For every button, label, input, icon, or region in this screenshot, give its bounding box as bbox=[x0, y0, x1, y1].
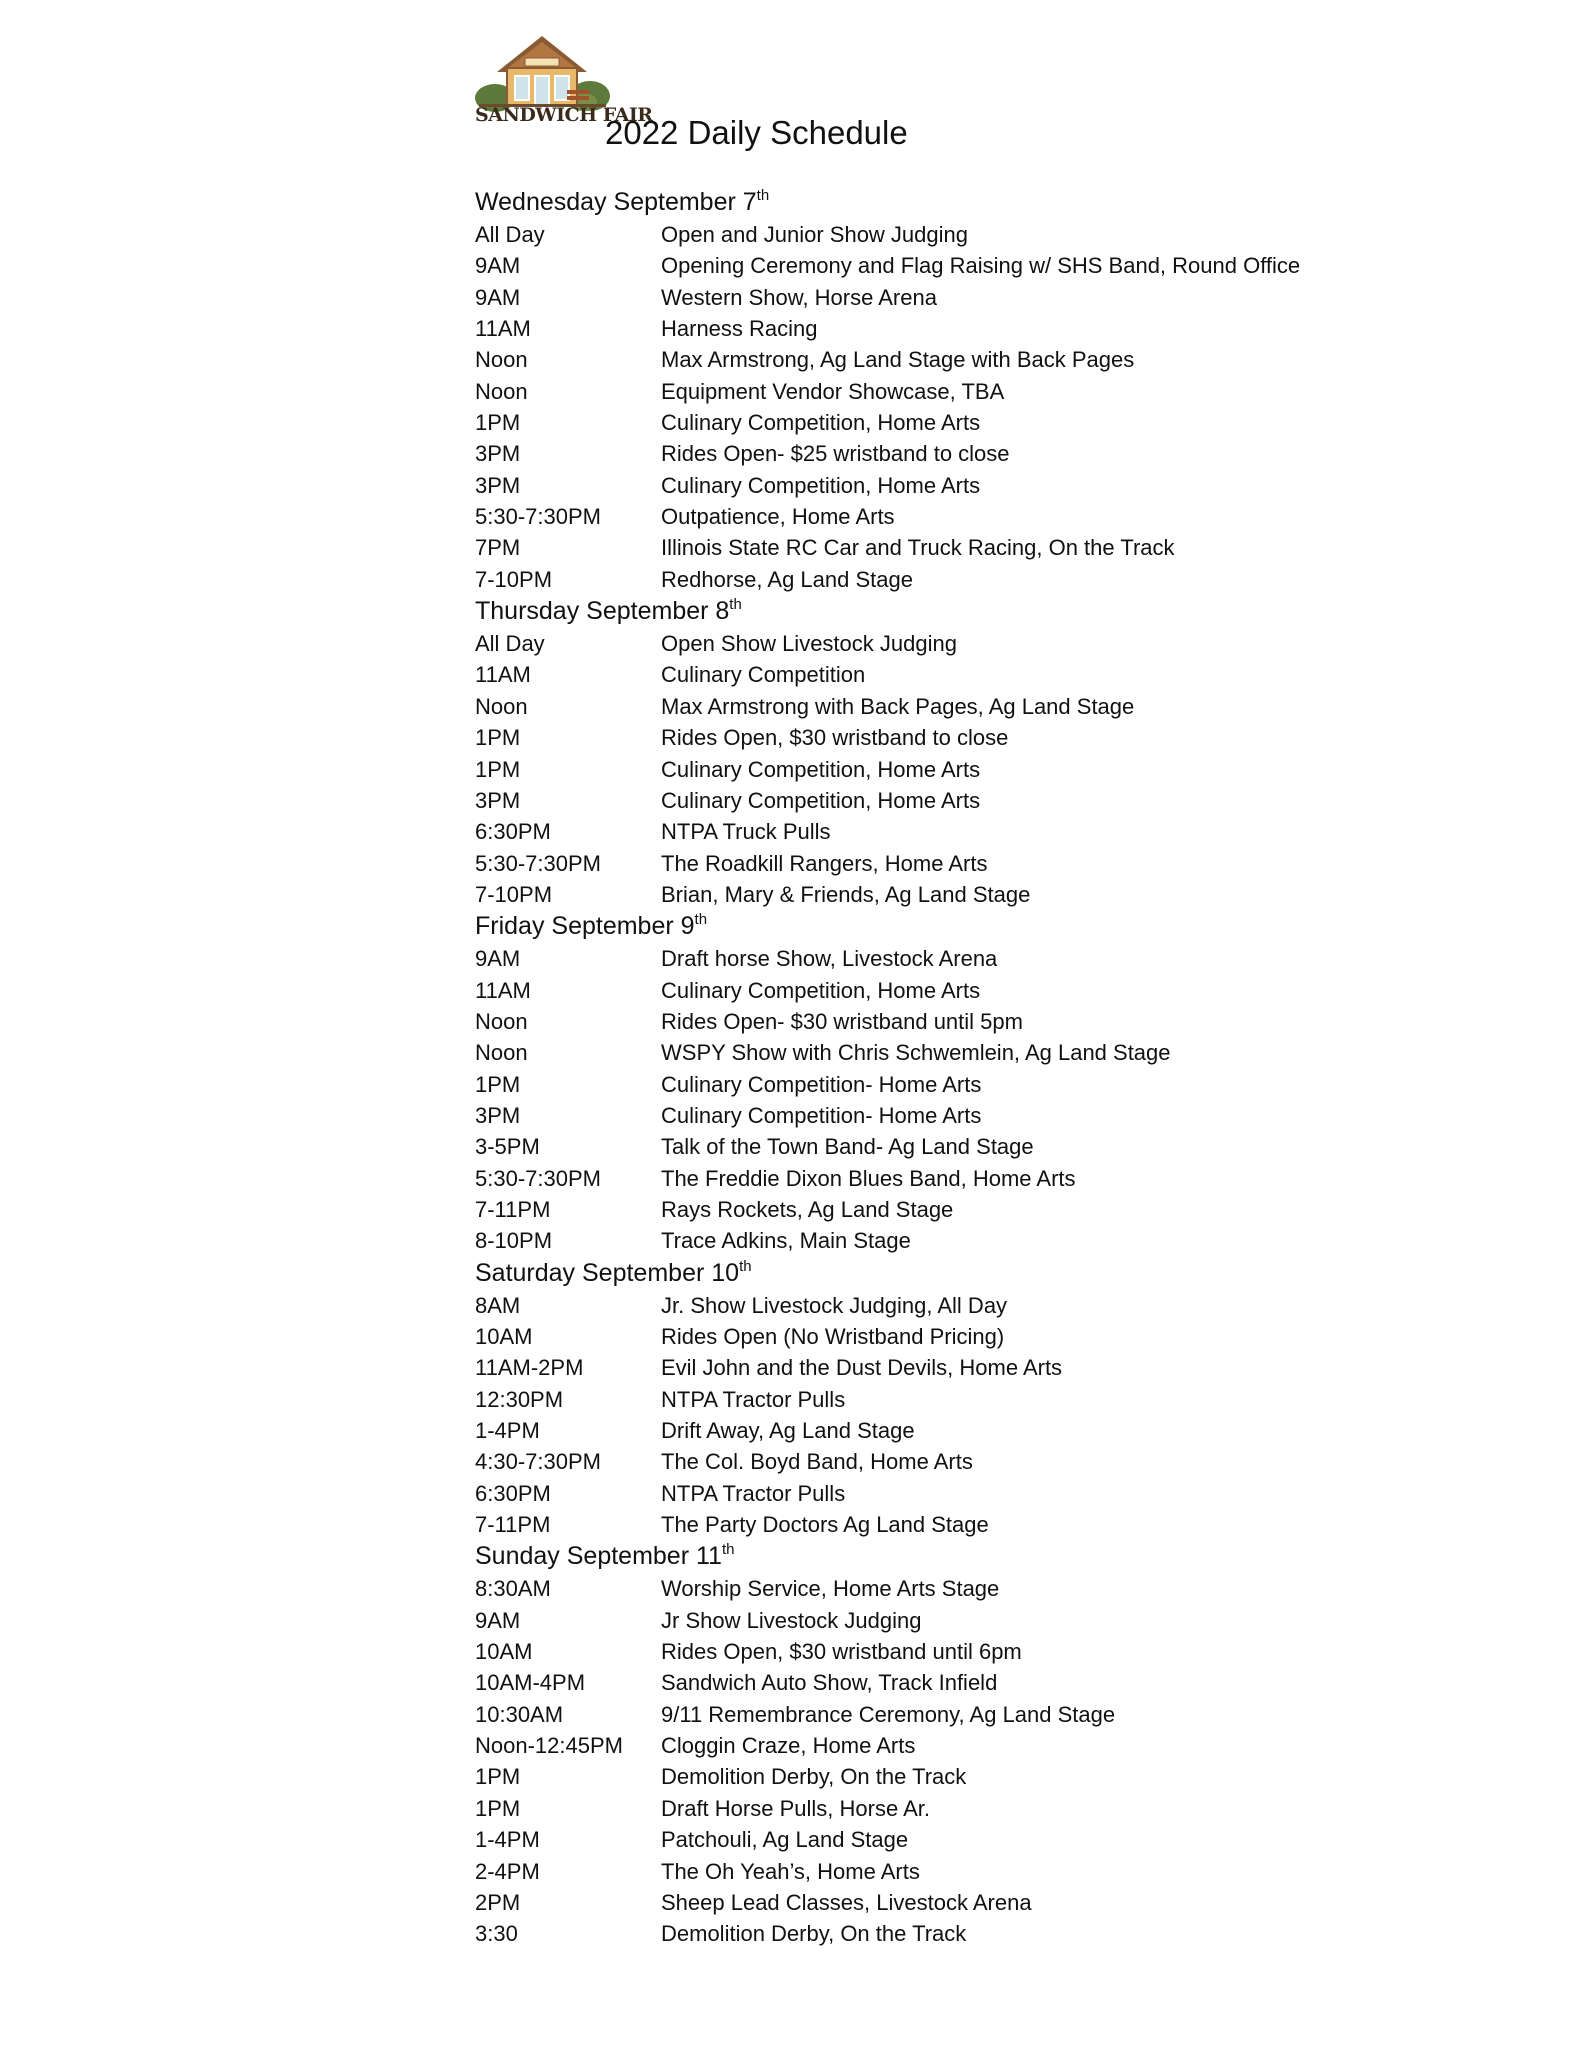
schedule-row bbox=[475, 722, 1475, 753]
event-description: Rides Open, $30 wristband until 6pm bbox=[661, 1639, 1022, 1665]
event-time: 7-11PM bbox=[475, 1512, 551, 1538]
schedule-row bbox=[475, 1824, 1475, 1855]
event-time: 10:30AM bbox=[475, 1701, 564, 1727]
event-time: Noon bbox=[475, 693, 528, 719]
event-description: Rides Open, $30 wristband to close bbox=[661, 725, 1009, 751]
event-time: 3PM bbox=[475, 472, 521, 498]
day-name: Sunday September 11 bbox=[475, 1542, 722, 1571]
schedule-row bbox=[475, 1605, 1475, 1636]
day-ordinal-suffix: th bbox=[729, 596, 742, 614]
schedule-row bbox=[475, 1699, 1475, 1730]
event-time: 1PM bbox=[475, 725, 521, 751]
schedule-row bbox=[475, 313, 1475, 344]
event-description: Draft Horse Pulls, Horse Ar. bbox=[661, 1795, 930, 1821]
event-time: 10AM-4PM bbox=[475, 1670, 586, 1696]
event-description: The Oh Yeah’s, Home Arts bbox=[661, 1858, 920, 1884]
event-time: Noon bbox=[475, 1008, 528, 1034]
event-time: 9AM bbox=[475, 1607, 521, 1633]
event-time: 9AM bbox=[475, 946, 521, 972]
event-description: Culinary Competition- Home Arts bbox=[661, 1071, 982, 1097]
day-ordinal-suffix: th bbox=[721, 1541, 735, 1559]
event-time: 3-5PM bbox=[475, 1134, 540, 1160]
schedule-row bbox=[475, 1163, 1475, 1194]
event-description: Jr Show Livestock Judging bbox=[661, 1607, 922, 1633]
schedule-row bbox=[475, 1321, 1475, 1352]
day-name: Thursday September 8 bbox=[475, 597, 730, 626]
event-time: 10AM bbox=[475, 1639, 533, 1665]
event-description: Harness Racing bbox=[661, 316, 818, 342]
event-description: The Party Doctors Ag Land Stage bbox=[661, 1512, 989, 1538]
event-description: Sandwich Auto Show, Track Infield bbox=[661, 1670, 998, 1696]
schedule-row bbox=[475, 1100, 1475, 1131]
schedule-row bbox=[475, 1918, 1475, 1949]
event-time: Noon bbox=[475, 347, 528, 373]
event-description: The Freddie Dixon Blues Band, Home Arts bbox=[661, 1165, 1076, 1191]
event-description: Draft horse Show, Livestock Arena bbox=[661, 946, 998, 972]
event-time: 11AM-2PM bbox=[475, 1355, 584, 1381]
event-time: Noon-12:45PM bbox=[475, 1733, 623, 1759]
event-description: Redhorse, Ag Land Stage bbox=[661, 566, 913, 592]
event-description: Open Show Livestock Judging bbox=[661, 631, 957, 657]
event-time: 2-4PM bbox=[475, 1858, 540, 1884]
schedule-row bbox=[475, 1131, 1475, 1162]
schedule-row bbox=[475, 1037, 1475, 1068]
schedule-row bbox=[475, 943, 1475, 974]
event-description: Sheep Lead Classes, Livestock Arena bbox=[661, 1889, 1032, 1915]
event-time: 9AM bbox=[475, 284, 521, 310]
event-description: Cloggin Craze, Home Arts bbox=[661, 1733, 916, 1759]
schedule-row bbox=[475, 691, 1475, 722]
event-description: NTPA Tractor Pulls bbox=[661, 1386, 846, 1412]
event-time: 1PM bbox=[475, 410, 521, 436]
day-heading bbox=[475, 1257, 1475, 1290]
event-description: Rides Open- $25 wristband to close bbox=[661, 441, 1010, 467]
event-description: Patchouli, Ag Land Stage bbox=[661, 1827, 909, 1853]
event-description: Equipment Vendor Showcase, TBA bbox=[661, 378, 1005, 404]
event-time: 8AM bbox=[475, 1292, 521, 1318]
day-heading bbox=[475, 1540, 1475, 1573]
event-time: Noon bbox=[475, 1040, 528, 1066]
schedule-row bbox=[475, 376, 1475, 407]
event-time: 5:30-7:30PM bbox=[475, 850, 601, 876]
schedule-row bbox=[475, 975, 1475, 1006]
event-description: Western Show, Horse Arena bbox=[661, 284, 937, 310]
event-description: Outpatience, Home Arts bbox=[661, 504, 895, 530]
schedule-row bbox=[475, 532, 1475, 563]
schedule-row bbox=[475, 1793, 1475, 1824]
schedule-list bbox=[475, 186, 1475, 1950]
schedule-row bbox=[475, 1478, 1475, 1509]
schedule-row bbox=[475, 344, 1475, 375]
event-time: 7-11PM bbox=[475, 1196, 551, 1222]
event-description: The Roadkill Rangers, Home Arts bbox=[661, 850, 988, 876]
event-time: 5:30-7:30PM bbox=[475, 1165, 601, 1191]
event-description: Max Armstrong with Back Pages, Ag Land Stage bbox=[661, 693, 1135, 719]
schedule-row bbox=[475, 1069, 1475, 1100]
schedule-row bbox=[475, 470, 1475, 501]
event-time: 6:30PM bbox=[475, 819, 551, 845]
schedule-row bbox=[475, 1730, 1475, 1761]
event-time: Noon bbox=[475, 378, 528, 404]
event-description: Culinary Competition, Home Arts bbox=[661, 472, 981, 498]
event-description: Demolition Derby, On the Track bbox=[661, 1921, 967, 1947]
schedule-row bbox=[475, 1446, 1475, 1477]
day-ordinal-suffix: th bbox=[739, 1257, 752, 1275]
event-description: Evil John and the Dust Devils, Home Arts bbox=[661, 1355, 1063, 1381]
event-time: All Day bbox=[475, 222, 545, 247]
schedule-row bbox=[475, 659, 1475, 690]
day-heading bbox=[475, 186, 1475, 219]
event-description: Max Armstrong, Ag Land Stage with Back Pages bbox=[661, 347, 1135, 373]
logo-text: SANDWICH FAIR bbox=[475, 104, 653, 126]
event-time: 1PM bbox=[475, 1764, 521, 1790]
schedule-row bbox=[475, 438, 1475, 469]
event-time: 1PM bbox=[475, 1071, 521, 1097]
schedule-row bbox=[475, 816, 1475, 847]
event-time: 10AM bbox=[475, 1324, 533, 1349]
event-time: 2PM bbox=[475, 1889, 521, 1915]
event-time: 11AM bbox=[475, 977, 531, 1003]
event-description: Talk of the Town Band- Ag Land Stage bbox=[661, 1134, 1034, 1160]
event-time: 7-10PM bbox=[475, 881, 553, 907]
schedule-row bbox=[475, 1667, 1475, 1698]
event-time: 5:30-7:30PM bbox=[475, 504, 601, 530]
event-time: 8-10PM bbox=[475, 1228, 553, 1254]
event-description: 9/11 Remembrance Ceremony, Ag Land Stage bbox=[661, 1701, 1116, 1727]
schedule-row bbox=[475, 1573, 1475, 1604]
event-description: Rides Open (No Wristband Pricing) bbox=[661, 1324, 1005, 1349]
day-heading bbox=[475, 910, 1475, 943]
event-time: 3PM bbox=[475, 787, 521, 813]
schedule-row bbox=[475, 1006, 1475, 1037]
event-description: Drift Away, Ag Land Stage bbox=[661, 1418, 915, 1444]
schedule-row bbox=[475, 1856, 1475, 1887]
event-description: NTPA Truck Pulls bbox=[661, 819, 831, 845]
event-time: 11AM bbox=[475, 316, 531, 342]
schedule-row bbox=[475, 501, 1475, 532]
schedule-row bbox=[475, 1761, 1475, 1792]
schedule-row bbox=[475, 785, 1475, 816]
event-time: 3:30 bbox=[475, 1921, 518, 1947]
day-name: Wednesday September 7 bbox=[475, 188, 757, 216]
schedule-row bbox=[475, 219, 1475, 250]
day-ordinal-suffix: th bbox=[694, 911, 708, 929]
day-heading bbox=[475, 595, 1475, 628]
event-description: Opening Ceremony and Flag Raising w/ SHS Band, Round Office bbox=[661, 253, 1301, 279]
event-time: 1PM bbox=[475, 1795, 521, 1821]
event-description: NTPA Tractor Pulls bbox=[661, 1480, 846, 1506]
event-time: 1-4PM bbox=[475, 1827, 540, 1853]
day-ordinal-suffix: th bbox=[756, 187, 770, 204]
event-description: Demolition Derby, On the Track bbox=[661, 1764, 967, 1790]
schedule-row bbox=[475, 564, 1475, 595]
schedule-row bbox=[475, 1290, 1475, 1321]
event-description: Culinary Competition- Home Arts bbox=[661, 1102, 982, 1128]
event-description: Culinary Competition, Home Arts bbox=[661, 410, 981, 436]
schedule-row bbox=[475, 879, 1475, 910]
schedule-row bbox=[475, 628, 1475, 659]
event-time: 12:30PM bbox=[475, 1386, 564, 1412]
event-description: Rays Rockets, Ag Land Stage bbox=[661, 1196, 954, 1222]
event-time: 11AM bbox=[475, 662, 531, 688]
schedule-row bbox=[475, 1194, 1475, 1225]
event-time: 9AM bbox=[475, 253, 521, 279]
event-time: 7-10PM bbox=[475, 566, 553, 592]
schedule-row bbox=[475, 754, 1475, 785]
schedule-row bbox=[475, 1509, 1475, 1540]
event-description: Worship Service, Home Arts Stage bbox=[661, 1576, 1000, 1602]
sandwich-fair-logo bbox=[475, 30, 653, 130]
event-description: Culinary Competition bbox=[661, 662, 866, 688]
schedule-row bbox=[475, 1415, 1475, 1446]
event-time: 7PM bbox=[475, 535, 521, 561]
event-time: 1-4PM bbox=[475, 1418, 540, 1444]
event-description: Culinary Competition, Home Arts bbox=[661, 977, 981, 1003]
event-time: 8:30AM bbox=[475, 1576, 551, 1602]
event-description: Culinary Competition, Home Arts bbox=[661, 756, 981, 782]
schedule-row bbox=[475, 282, 1475, 313]
event-time: All Day bbox=[475, 631, 545, 657]
schedule-row bbox=[475, 1636, 1475, 1667]
schedule-row bbox=[475, 1352, 1475, 1383]
event-description: Rides Open- $30 wristband until 5pm bbox=[661, 1008, 1023, 1034]
page-title: 2022 Daily Schedule bbox=[605, 114, 908, 151]
event-description: Culinary Competition, Home Arts bbox=[661, 787, 981, 813]
event-description: Illinois State RC Car and Truck Racing, On the Track bbox=[661, 535, 1175, 561]
event-description: Trace Adkins, Main Stage bbox=[661, 1228, 911, 1254]
schedule-row bbox=[475, 1887, 1475, 1918]
day-name: Friday September 9 bbox=[475, 912, 695, 941]
event-description: The Col. Boyd Band, Home Arts bbox=[661, 1449, 973, 1475]
schedule-row bbox=[475, 407, 1475, 438]
day-name: Saturday September 10 bbox=[475, 1258, 740, 1287]
schedule-row bbox=[475, 1225, 1475, 1256]
schedule-row bbox=[475, 250, 1475, 281]
event-description: Jr. Show Livestock Judging, All Day bbox=[661, 1292, 1008, 1318]
event-description: Open and Junior Show Judging bbox=[661, 222, 968, 247]
event-description: Brian, Mary & Friends, Ag Land Stage bbox=[661, 881, 1031, 907]
event-time: 6:30PM bbox=[475, 1480, 551, 1506]
schedule-row bbox=[475, 1384, 1475, 1415]
event-time: 3PM bbox=[475, 441, 521, 467]
schedule-row bbox=[475, 848, 1475, 879]
event-description: WSPY Show with Chris Schwemlein, Ag Land Stage bbox=[661, 1040, 1171, 1066]
event-time: 4:30-7:30PM bbox=[475, 1449, 601, 1475]
event-time: 3PM bbox=[475, 1102, 521, 1128]
event-time: 1PM bbox=[475, 756, 521, 782]
